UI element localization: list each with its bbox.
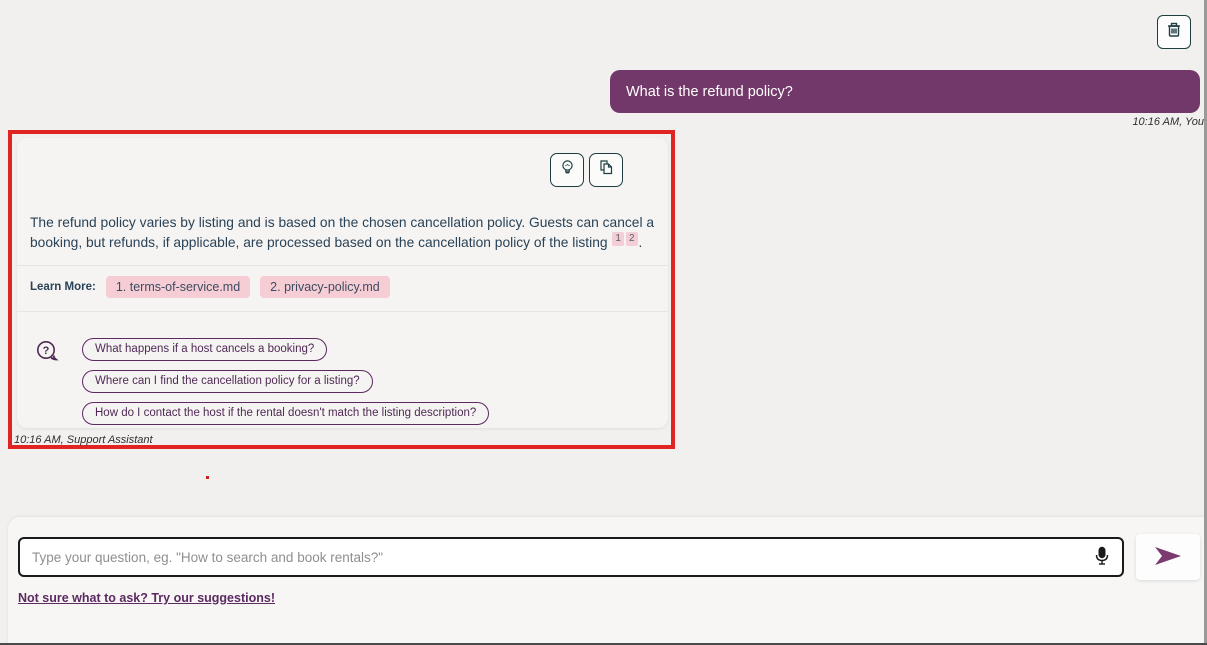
lightbulb-icon bbox=[558, 158, 577, 182]
learn-more-row bbox=[30, 276, 400, 298]
section-divider bbox=[17, 265, 668, 266]
trash-icon bbox=[1165, 21, 1183, 44]
send-button[interactable] bbox=[1136, 534, 1200, 580]
suggestion-chip-list bbox=[82, 338, 562, 425]
answer-suffix: . bbox=[638, 235, 643, 250]
send-arrow-icon bbox=[1151, 545, 1185, 570]
insights-button[interactable] bbox=[550, 153, 584, 187]
user-message-text: What is the refund policy? bbox=[626, 83, 793, 100]
try-suggestions-link[interactable]: Not sure what to ask? Try our suggestions! bbox=[18, 591, 275, 605]
question-bubble-icon bbox=[34, 339, 60, 370]
answer-body: The refund policy varies by listing and is based on the chosen cancellation policy. Guests can cancel a booking, but refunds, if applicable, are processed based on the cancellation policy of the listing bbox=[30, 215, 655, 250]
suggestion-chip-contact-host[interactable]: How do I contact the host if the rental doesn't match the listing description? bbox=[82, 402, 489, 425]
user-message-timestamp: 10:16 AM, You bbox=[1132, 116, 1204, 128]
citation-badge-1[interactable]: 1 bbox=[612, 232, 624, 246]
composer-footer bbox=[8, 517, 1207, 645]
copy-icon bbox=[597, 158, 616, 182]
clear-chat-button[interactable] bbox=[1157, 15, 1191, 49]
microphone-button[interactable] bbox=[1090, 545, 1114, 569]
copy-button[interactable] bbox=[589, 153, 623, 187]
reference-chip-privacy-policy[interactable]: 2. privacy-policy.md bbox=[260, 276, 390, 298]
assistant-message-card bbox=[17, 138, 668, 428]
followup-suggestions-section bbox=[17, 312, 668, 428]
question-input-wrap bbox=[18, 537, 1124, 577]
assistant-actions bbox=[550, 153, 623, 187]
svg-text:?: ? bbox=[42, 345, 50, 357]
suggestion-chip-cancellation-policy[interactable]: Where can I find the cancellation policy for a listing? bbox=[82, 370, 373, 393]
user-message-bubble bbox=[610, 70, 1200, 113]
learn-more-label: Learn More: bbox=[30, 281, 96, 293]
assistant-message-highlight bbox=[8, 130, 675, 449]
assistant-answer-text bbox=[30, 213, 658, 253]
question-input[interactable] bbox=[18, 537, 1124, 577]
reference-chip-terms-of-service[interactable]: 1. terms-of-service.md bbox=[106, 276, 250, 298]
microphone-icon bbox=[1094, 546, 1110, 569]
assistant-message-timestamp: 10:16 AM, Support Assistant bbox=[14, 434, 153, 446]
cursor-dot bbox=[206, 476, 209, 479]
suggestion-chip-host-cancels[interactable]: What happens if a host cancels a booking? bbox=[82, 338, 327, 361]
citation-badge-2[interactable]: 2 bbox=[626, 232, 638, 246]
